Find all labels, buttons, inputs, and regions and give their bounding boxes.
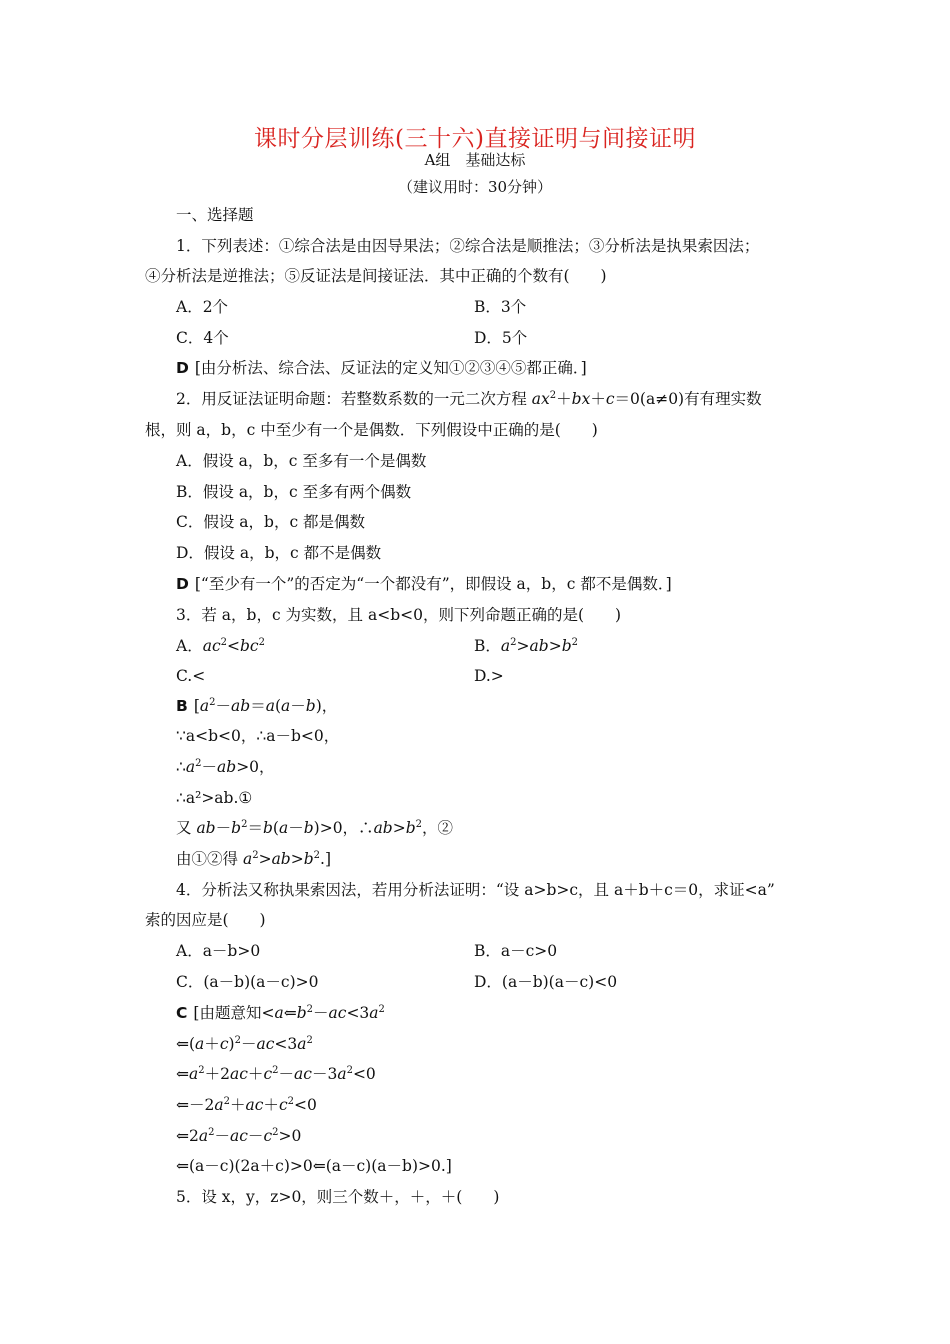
q4-step-6: ⇐(a－c)(2a＋c)>0⇐(a－c)(a－b)>0.] <box>176 1157 452 1175</box>
q2-option-b: B．假设 a，b，c 至多有两个偶数 <box>176 483 412 501</box>
q4-stem-line2: 索的因应是( ) <box>145 911 266 929</box>
q4-option-c: C．(a－b)(a－c)>0 <box>176 973 319 991</box>
q4-step-5: $⇐2a^2-ac-c^2>0$ <box>176 1127 302 1145</box>
q1-stem-line1: 1．下列表述：①综合法是由因导果法；②综合法是顺推法；③分析法是执果索因法； <box>176 237 760 255</box>
q3-step-4: ∴a²>ab.① <box>176 789 253 807</box>
q3-stem: 3．若 a，b，c 为实数，且 a<b<0，则下列命题正确的是( ) <box>176 606 622 624</box>
q3-answer: B [$a^2-ab=a(a-b)$， <box>176 697 338 715</box>
q3-option-b: B．$a^2>ab>b^2$ <box>474 637 578 655</box>
q2-stem-text-end: (a≠0)有有理实数 <box>639 390 762 408</box>
q2-stem-line2: 根，则 a，b，c 中至少有一个是偶数．下列假设中正确的是( ) <box>145 421 598 439</box>
section-heading: 一、选择题 <box>176 206 254 224</box>
q1-option-d: D．5个 <box>474 329 528 347</box>
q1-option-a: A．2个 <box>176 298 229 316</box>
answer-letter: B <box>176 697 188 715</box>
q1-answer <box>176 358 587 378</box>
q2-answer <box>176 574 672 594</box>
q3-option-c: C.< <box>176 667 206 685</box>
q3-option-d: D.> <box>474 667 504 685</box>
q3-step-5: 又 $ab-b^2=b(a-b)>0$，$\therefore ab>b^2$，② <box>176 819 454 837</box>
answer-letter: D <box>176 575 189 593</box>
q1-option-c: C．4个 <box>176 329 229 347</box>
q4-option-b: B．a－c>0 <box>474 942 558 960</box>
q3-step-2: ∵a<b<0，∴a－b<0， <box>176 727 340 745</box>
q3-option-a: A．$ac^2<bc^2$ <box>176 637 265 655</box>
q1-explanation: [由分析法、综合法、反证法的定义知①②③④⑤都正确．] <box>194 359 587 377</box>
q3-step-3: $\therefore a^2-ab>0$， <box>176 758 275 776</box>
q2-explanation: [“至少有一个”的否定为“一个都没有”，即假设 a，b，c 都不是偶数．] <box>194 575 672 593</box>
q4-option-d: D．(a－b)(a－c)<0 <box>474 973 618 991</box>
q2-option-a: A．假设 a，b，c 至多有一个是偶数 <box>176 452 427 470</box>
q3-step-6: 由①②得 $a^2>ab>b^2$.] <box>176 850 332 868</box>
q5-stem: 5．设 x，y，z>0，则三个数＋，＋，＋( ) <box>176 1188 500 1206</box>
group-label: A组 基础达标 <box>424 151 526 169</box>
q2-option-d: D．假设 a，b，c 都不是偶数 <box>176 544 382 562</box>
q4-step-4: $⇐-2a^2+ac+c^2<0$ <box>176 1096 317 1114</box>
q4-step-2: $⇐(a+c)^2-ac<3a^2$ <box>176 1035 313 1053</box>
q2-stem-line1: 2．用反证法证明命题：若整数系数的一元二次方程 $ax^2+bx+c=0(a\ne 0)$有有理实数 <box>176 390 762 408</box>
q2-option-c: C．假设 a，b，c 都是偶数 <box>176 513 366 531</box>
q2-stem-text: 2．用反证法证明命题：若整数系数的一元二次方程 <box>176 390 532 408</box>
time-note: （建议用时：30分钟） <box>397 178 553 196</box>
page-title: 课时分层训练(三十六)直接证明与间接证明 <box>254 126 696 152</box>
q1-stem-line2: ④分析法是逆推法；⑤反证法是间接证法．其中正确的个数有( ) <box>145 267 607 285</box>
answer-letter: C <box>176 1004 188 1022</box>
q4-option-a: A．a－b>0 <box>176 942 261 960</box>
q4-stem-line1: 4．分析法又称执果索因法，若用分析法证明：“设 a>b>c，且 a＋b＋c＝0，求证<a” <box>176 881 775 899</box>
q4-step-3: $⇐a^2+2ac+c^2-ac-3a^2<0$ <box>176 1065 376 1083</box>
answer-letter: D <box>176 359 189 377</box>
q4-answer: C [由题意知$<a⇐b^2-ac<3a^2$ <box>176 1004 385 1022</box>
q1-option-b: B．3个 <box>474 298 527 316</box>
